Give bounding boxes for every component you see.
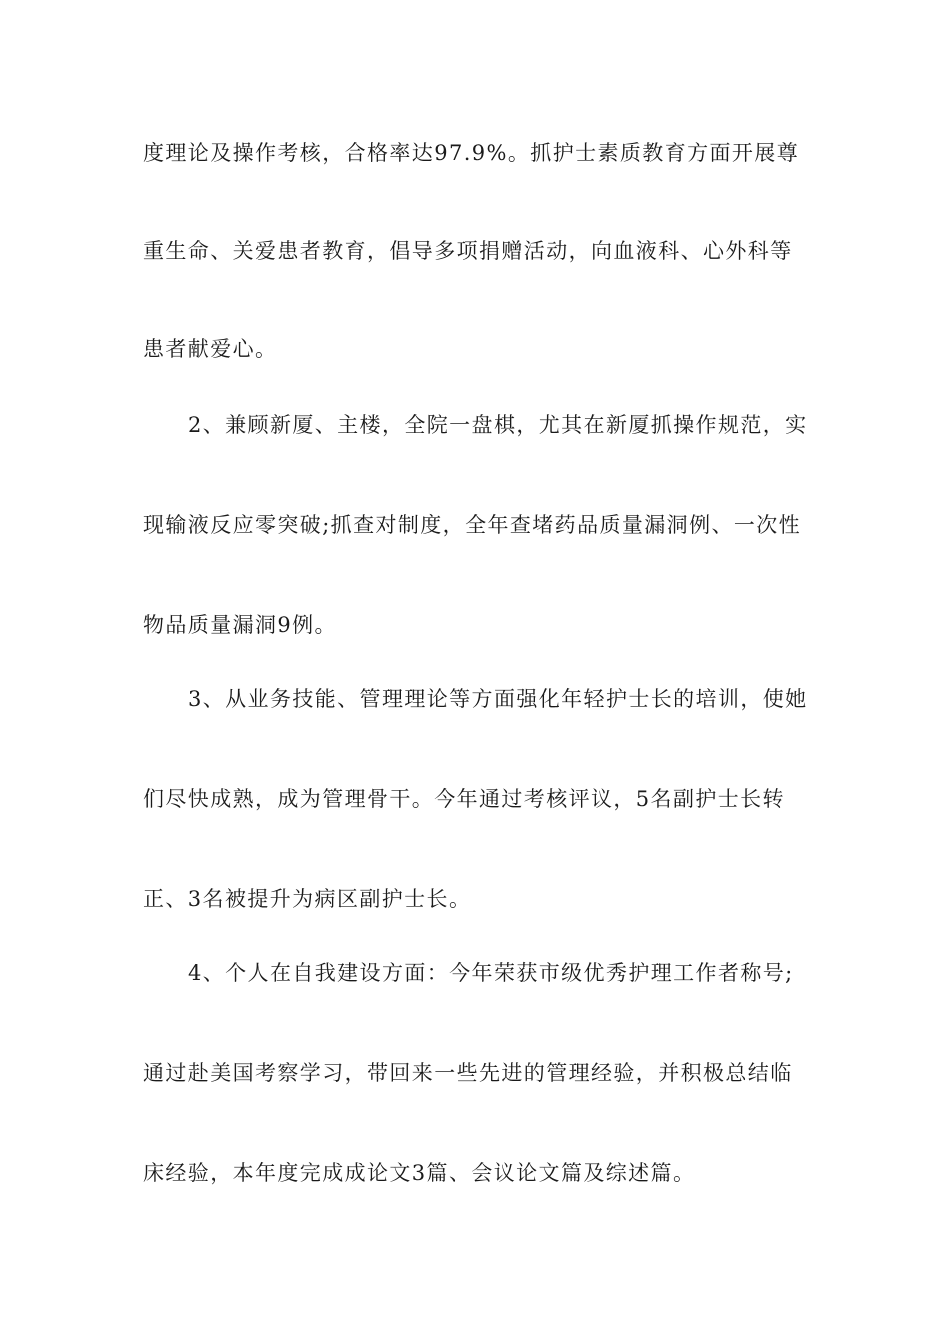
paragraph-line: 通过赴美国考察学习，带回来一些先进的管理经验，并积极总结临: [143, 1061, 793, 1085]
paragraph-line: 度理论及操作考核，合格率达97.9%。抓护士素质教育方面开展尊: [143, 141, 800, 165]
paragraph-line: 们尽快成熟，成为管理骨干。今年通过考核评议，5名副护士长转: [143, 787, 785, 811]
paragraph-line: 3、从业务技能、管理理论等方面强化年轻护士长的培训，使她: [188, 687, 808, 711]
paragraph-line: 物品质量漏洞9例。: [143, 613, 337, 637]
paragraph-line: 患者献爱心。: [143, 337, 278, 361]
paragraph-line: 床经验，本年度完成成论文3篇、会议论文篇及综述篇。: [143, 1161, 696, 1185]
paragraph-line: 2、兼顾新厦、主楼，全院一盘棋，尤其在新厦抓操作规范，实: [188, 413, 808, 437]
paragraph-line: 现输液反应零突破;抓查对制度，全年查堵药品质量漏洞例、一次性: [143, 513, 802, 537]
paragraph-line: 重生命、关爱患者教育，倡导多项捐赠活动，向血液科、心外科等: [143, 239, 793, 263]
paragraph-line: 4、个人在自我建设方面：今年荣获市级优秀护理工作者称号;: [188, 961, 794, 985]
paragraph-line: 正、3名被提升为病区副护士长。: [143, 887, 472, 911]
